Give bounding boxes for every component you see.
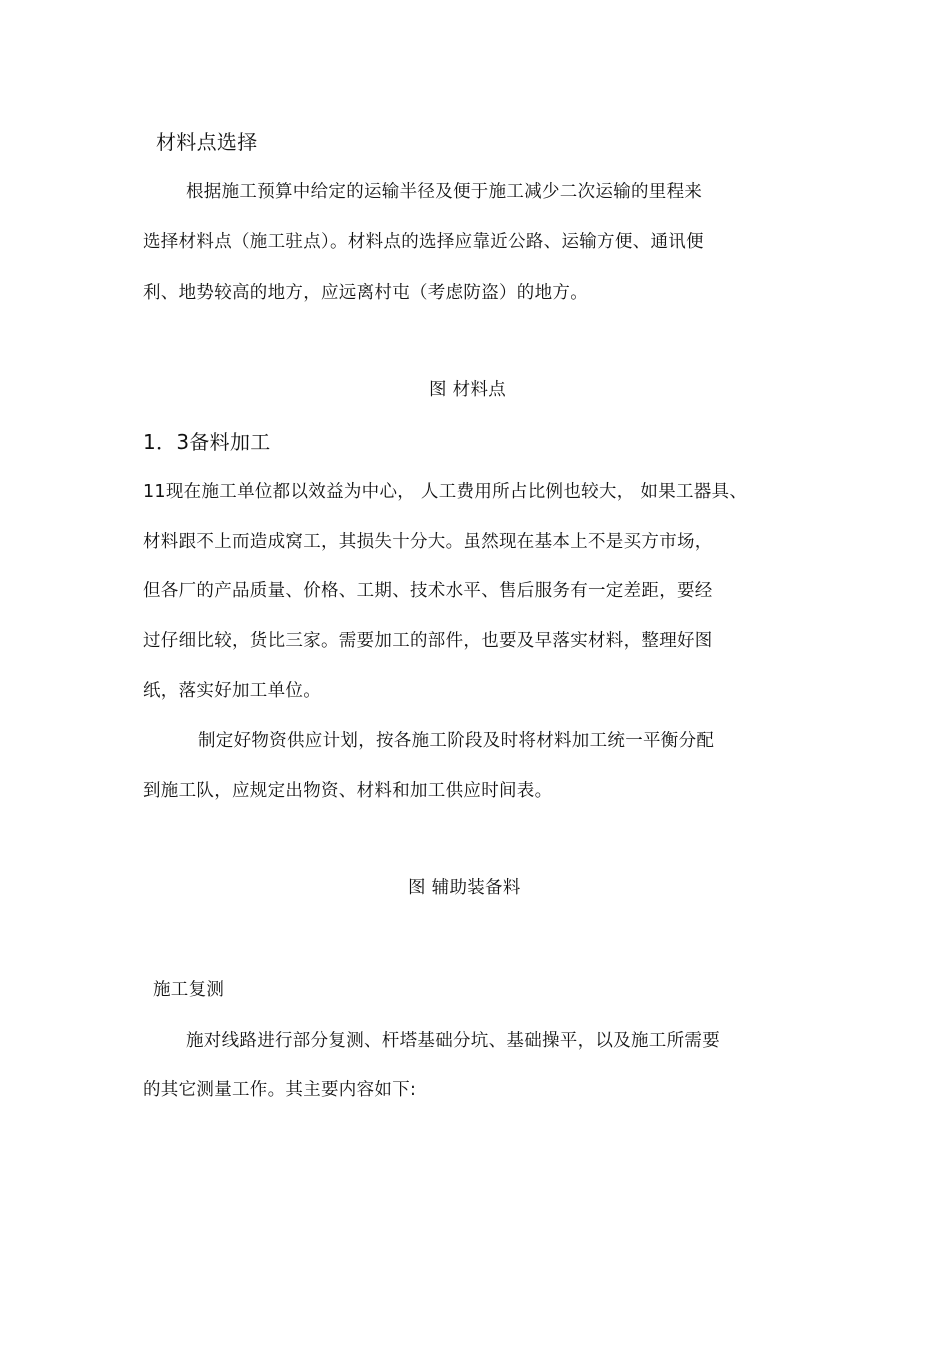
paragraph-line: 纸，落实好加工单位。 [143,681,321,701]
paragraph-line: 材料跟不上而造成窝工，其损失十分大。虽然现在基本上不是买方市场， [143,532,713,552]
paragraph-line: 施对线路进行部分复测、杆塔基础分坑、基础操平，以及施工所需要 [186,1031,720,1051]
section-heading-material-processing: 1．3备料加工 [143,430,271,454]
section-heading-material-point: 材料点选择 [156,130,258,154]
paragraph-line: 但各厂的产品质量、价格、工期、技术水平、售后服务有一定差距，要经 [143,581,713,601]
figure-caption-material-point: 图 材料点 [429,380,507,400]
paragraph-line: 利、地势较高的地方，应远离村屯（考虑防盗）的地方。 [143,283,588,303]
section-heading-construction-resurvey: 施工复测 [153,980,225,1000]
paragraph-line: 选择材料点（施工驻点）。材料点的选择应靠近公路、运输方便、通讯便 [143,232,704,252]
figure-caption-auxiliary-equipment: 图 辅助装备料 [408,878,521,898]
paragraph-line: 的其它测量工作。其主要内容如下: [143,1080,417,1100]
paragraph-line: 过仔细比较，货比三家。需要加工的部件，也要及早落实材料，整理好图 [143,631,713,651]
paragraph-line: 根据施工预算中给定的运输半径及便于施工减少二次运输的里程来 [186,182,703,202]
paragraph-line: 11现在施工单位都以效益为中心， 人工费用所占比例也较大， 如果工器具、 [143,482,748,502]
paragraph-line: 制定好物资供应计划，按各施工阶段及时将材料加工统一平衡分配 [198,731,715,751]
paragraph-line: 到施工队，应规定出物资、材料和加工供应时间表。 [143,781,553,801]
